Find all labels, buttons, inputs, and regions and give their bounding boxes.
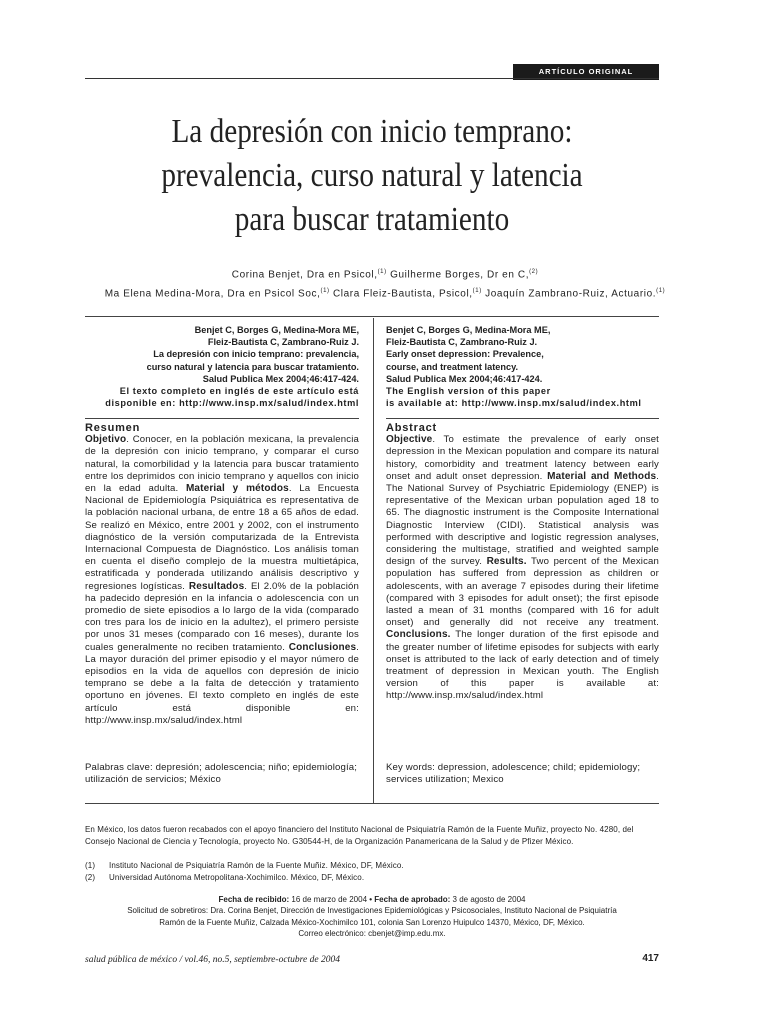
citation-line: curso natural y latencia para buscar tratamiento. (146, 361, 359, 372)
abstract-body (386, 434, 659, 702)
resumen-text: . Conocer, en la población mexicana, la prevalencia de la depresión con inicio temprano, y comparar el curso natural, la comorbilidad y la latencia para buscar tratamiento entre los deprimidos con inicio temprano y aquellos con inicio en la edad adulta. (85, 434, 359, 495)
keywords-spanish: Palabras clave: depresión; adolescencia; niño; epidemiología; utilización de servicios; México (85, 762, 358, 786)
author-affiliation-mark: (1) (472, 288, 482, 295)
abstract-section (386, 422, 659, 703)
abstract-label-methods: Material and Methods (547, 470, 657, 482)
author-line-2 (40, 283, 730, 302)
affiliation-number: (1) (85, 861, 96, 870)
citation-separator-left (85, 418, 359, 419)
abstract-box-bottom-rule (85, 803, 659, 804)
funding-text: En México, los datos fueron recabados con el apoyo financiero del Instituto Nacional de Psiquiatría Ramón de la Fuente Muñiz, proyecto No. 4280, del Consejo Nacional de Ciencia y Tecnología, proyecto No. G30544-H, de la Organización Panamericana de la Salud y de Pfizer México. (85, 825, 634, 846)
citation-line: disponible en: http://www.insp.mx/salud/index.html (105, 398, 359, 409)
author-name: Ma Elena Medina-Mora, Dra en Psicol Soc, (104, 288, 321, 300)
resumen-section (85, 422, 359, 727)
resumen-body (85, 434, 359, 727)
reprint-address-line: Ramón de la Fuente Muñiz, Calzada México-Xochimilco 101, colonia San Lorenzo Huipulco 14370, México, DF, México. (159, 917, 585, 927)
abstract-heading: Abstract (386, 422, 438, 434)
affiliation-number: (2) (85, 873, 96, 882)
citation-line: Early onset depression: Prevalence, (386, 349, 544, 360)
author-name: Clara Fleiz-Bautista, Psicol, (329, 288, 473, 300)
received-label: Fecha de recibido: (218, 895, 290, 904)
header-rule (85, 78, 659, 79)
title-line: prevalencia, curso natural y latencia (161, 157, 583, 194)
approved-label: Fecha de aprobado: (374, 895, 451, 904)
column-divider (373, 318, 374, 803)
citation-line: Benjet C, Borges G, Medina-Mora ME, (194, 325, 359, 335)
resumen-label-conclusiones: Conclusiones (288, 641, 357, 653)
section-tag: ARTÍCULO ORIGINAL (513, 64, 659, 80)
abstract-label-results: Results. (486, 556, 527, 568)
dates-line (85, 894, 659, 905)
citation-line: Salud Publica Mex 2004;46:417-424. (386, 373, 543, 384)
title-line: para buscar tratamiento (234, 201, 510, 238)
received-date: 16 de marzo de 2004 (289, 895, 368, 904)
citation-line: is available at: http://www.insp.mx/salud/index.html (386, 398, 642, 409)
abstract-text: Two percent of the Mexican population has suffered from depression as children or adolescents, with an average 7 episodes during their lifetime (compared with 3 episodes for adult onset); the first episode lasted a mean of 31 months (compared with 16 for adult onset) and generally did not receive any treatment. (386, 556, 660, 629)
resumen-text: . La Encuesta Nacional de Epidemiología Psiquiátrica es representativa de la población nacional urbana, de entre 18 a 65 años de edad. Se realizó en México, entre 2001 y 2002, con el instrumento diagnóstico de la versión computarizada de la Entrevista Internacional Compuesta de Diagnóstico. Los análisis toman en cuenta el diseño complejo de la muestra multietápica, estratificada y ponderada utilizando análisis descriptivo y regresiones logísticas. (85, 483, 360, 592)
author-name: Joaquín Zambrano-Ruiz, Actuario. (481, 288, 657, 300)
author-line-1 (40, 264, 730, 283)
resumen-label-resultados: Resultados (188, 580, 245, 592)
citation-line: Salud Publica Mex 2004;46:417-424. (202, 373, 359, 384)
journal-footer: salud pública de méxico / vol.46, no.5, septiembre-octubre de 2004 (85, 955, 340, 965)
date-separator: • (367, 895, 375, 904)
citation-line: Fleiz-Bautista C, Zambrano-Ruiz J. (386, 337, 538, 348)
resumen-text: . El 2.0% de la población ha padecido depresión en la infancia o adolescencia con un promedio de siete episodios a lo largo de la vida (comparado con tres para los de inicio en la adultez), el primero persiste por unos 31 meses (comparado con 16 meses), durante los cuales generalmente no reciben tratamiento. (85, 580, 360, 653)
abstract-label-conclusions: Conclusions. (386, 629, 451, 641)
affiliation-text: Instituto Nacional de Psiquiatría Ramón de la Fuente Muñiz. México, DF, México. (109, 861, 404, 870)
resumen-label-material: Material y métodos (185, 483, 289, 495)
resumen-label-objetivo: Objetivo (85, 434, 127, 446)
affiliations (85, 860, 659, 884)
reprint-request-line: Solicitud de sobretiros: Dra. Corina Benjet, Dirección de Investigaciones Epidemiológicas y Psicosociales, Instituto Nacional de Psiquiatría (127, 906, 617, 916)
affiliation-item (85, 860, 659, 872)
author-name: Corina Benjet, Dra en Psicol, (231, 269, 378, 281)
citation-line: The English version of this paper (386, 386, 551, 397)
keywords-english: Key words: depression, adolescence; child; epidemiology; services utilization; Mexico (386, 762, 641, 786)
abstract-text: . To estimate the prevalence of early onset depression in the Mexican population and compare its natural history, comorbidity and treatment latency between early onset and adult onset depression. (386, 434, 659, 482)
citation-line: Benjet C, Borges G, Medina-Mora ME, (386, 325, 551, 335)
resumen-text: . La mayor duración del primer episodio y el mayor número de episodios en la vida de aquellos con depresión de inicio temprano se debe a la falta de detección y tratamiento oportuno en jóvenes. El texto completo en inglés de este artículo está disponible en: http://www.insp.mx/salud/index.html (85, 641, 359, 726)
citation-line: La depresión con inicio temprano: prevalencia, (153, 349, 359, 360)
citation-line: El texto completo en inglés de este artículo está (119, 386, 359, 397)
citation-line: course, and treatment latency. (386, 361, 519, 372)
dates-and-correspondence (85, 894, 659, 940)
author-affiliation-mark: (1) (320, 288, 330, 295)
affiliation-text: Universidad Autónoma Metropolitana-Xochimilco. México, DF, México. (109, 873, 365, 882)
citation-english (386, 324, 659, 409)
citation-separator-right (386, 418, 659, 419)
resumen-heading: Resumen (85, 422, 141, 434)
citation-spanish (85, 324, 359, 409)
title-line: La depresión con inicio temprano: (171, 113, 573, 150)
citation-line: Fleiz-Bautista C, Zambrano-Ruiz J. (207, 337, 359, 348)
funding-note (85, 824, 659, 848)
author-affiliation-mark: (1) (656, 288, 666, 295)
email-line: Correo electrónico: cbenjet@imp.edu.mx. (298, 929, 446, 939)
article-title (125, 110, 619, 242)
abstract-text: . The National Survey of Psychiatric Epidemiology (ENEP) is representative of the Mexican urban population aged 18 to 65. The diagnostic instrument is the Composite International Diagnostic Interview (CIDI). Statistical analysis was performed with descriptive and logistic regression analyses, considering the multistage, stratified and weighted sample design of the survey. (386, 470, 659, 568)
page-number: 417 (642, 953, 659, 964)
abstract-label-objective: Objective (386, 434, 433, 446)
abstract-box-top-rule (85, 316, 659, 317)
author-affiliation-mark: (2) (529, 269, 539, 275)
approved-date: 3 de agosto de 2004 (450, 895, 526, 904)
affiliation-item (85, 872, 659, 884)
abstract-text: The longer duration of the first episode and the greater number of lifetime episodes for subjects with early onset is attributed to the lack of early detection and of timely treatment of depression in Mexican youth. The English version of this paper is available at: http://www.insp.mx/salud/index.html (386, 629, 659, 702)
author-name: Guilherme Borges, Dr en C, (386, 269, 530, 281)
author-list (40, 264, 730, 303)
author-affiliation-mark: (1) (377, 269, 387, 275)
